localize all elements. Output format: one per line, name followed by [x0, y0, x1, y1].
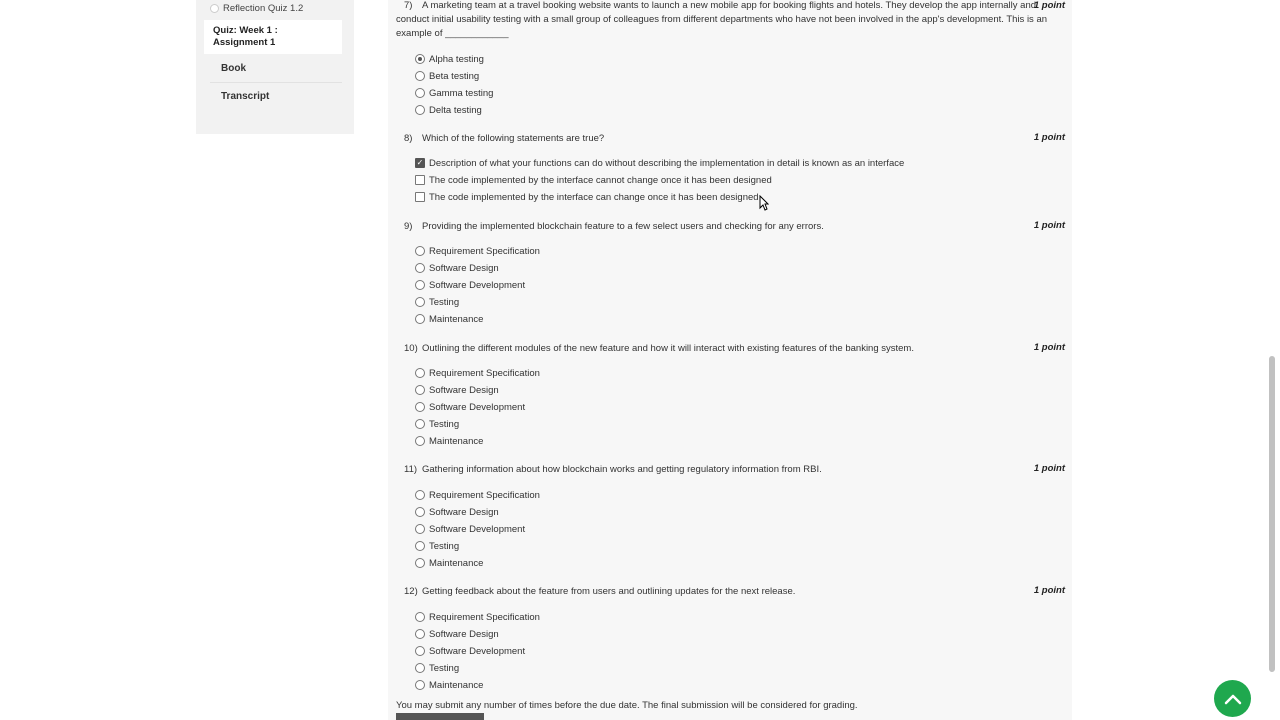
- radio-button[interactable]: [415, 541, 425, 551]
- checkbox[interactable]: ✓: [416, 158, 424, 167]
- radio-button[interactable]: [415, 629, 425, 639]
- option-software-development[interactable]: Software Development: [415, 278, 525, 292]
- question-number: 9): [404, 221, 413, 232]
- question-12-text: 12) Getting feedback about the feature from users and outlining updates for the next release.: [404, 586, 796, 597]
- option-requirement-specification[interactable]: Requirement Specification: [415, 610, 540, 624]
- question-11-points: 1 point: [1033, 463, 1065, 474]
- chevron-up-icon: [1224, 693, 1242, 705]
- question-8-text: 8) Which of the following statements are true?: [404, 133, 605, 144]
- radio-button[interactable]: [415, 419, 425, 429]
- radio-button[interactable]: [415, 524, 425, 534]
- question-number: 7): [404, 0, 413, 11]
- option-gamma-testing[interactable]: Gamma testing: [415, 86, 493, 100]
- question-7-text: 7) A marketing team at a travel booking website wants to launch a new mobile app for booking flights and hotels. They develop the app internally and conduct initial usability testing with a small group of colleagues from different departments who have not been involved in the app's development. This is an example of ____________: [396, 0, 1048, 39]
- radio-button[interactable]: [415, 680, 425, 690]
- option-software-development[interactable]: Software Development: [415, 644, 525, 658]
- option-software-design[interactable]: Software Design: [415, 505, 499, 519]
- sidebar-item-transcript[interactable]: Transcript: [221, 91, 270, 102]
- radio-button[interactable]: [415, 402, 425, 412]
- checkbox[interactable]: [415, 175, 425, 185]
- scrollbar-thumb[interactable]: [1269, 356, 1275, 672]
- option-requirement-specification[interactable]: Requirement Specification: [415, 488, 540, 502]
- question-9-points: 1 point: [1033, 220, 1065, 231]
- back-to-top-button[interactable]: [1214, 680, 1251, 717]
- radio-button[interactable]: [415, 280, 425, 290]
- option-software-design[interactable]: Software Design: [415, 383, 499, 397]
- radio-button[interactable]: [415, 105, 425, 115]
- radio-button[interactable]: [415, 490, 425, 500]
- page-scrollbar[interactable]: [1266, 0, 1278, 720]
- option-testing[interactable]: Testing: [415, 539, 459, 553]
- option-code-can-change[interactable]: The code implemented by the interface can change once it has been designed: [415, 190, 759, 204]
- question-8-points: 1 point: [1033, 132, 1065, 143]
- option-maintenance[interactable]: Maintenance: [415, 312, 483, 326]
- option-testing[interactable]: Testing: [415, 417, 459, 431]
- sidebar-item-quiz-week1[interactable]: Quiz: Week 1 : Assignment 1: [213, 25, 278, 48]
- option-beta-testing[interactable]: Beta testing: [415, 69, 479, 83]
- radio-button[interactable]: [415, 385, 425, 395]
- radio-button[interactable]: [415, 246, 425, 256]
- status-circle-icon: [210, 4, 219, 13]
- radio-button[interactable]: [415, 88, 425, 98]
- radio-button[interactable]: [415, 663, 425, 673]
- submit-button[interactable]: [396, 713, 484, 720]
- question-number: 10): [404, 343, 418, 354]
- option-maintenance[interactable]: Maintenance: [415, 434, 483, 448]
- option-code-cannot-change[interactable]: The code implemented by the interface cannot change once it has been designed: [415, 173, 772, 187]
- question-number: 8): [404, 133, 413, 144]
- sidebar-item-reflection-quiz[interactable]: [210, 3, 303, 14]
- option-alpha-testing[interactable]: Alpha testing: [415, 52, 484, 66]
- option-testing[interactable]: Testing: [415, 295, 459, 309]
- sidebar-divider: [210, 82, 342, 83]
- option-interface-definition[interactable]: ✓ Description of what your functions can do without describing the implementation in detail is known as an interface: [416, 157, 905, 169]
- option-requirement-specification[interactable]: Requirement Specification: [415, 244, 540, 258]
- radio-button[interactable]: [415, 263, 425, 273]
- option-maintenance[interactable]: Maintenance: [415, 556, 483, 570]
- course-sidebar: [196, 0, 354, 134]
- question-number: 11): [404, 464, 418, 475]
- radio-button[interactable]: [415, 646, 425, 656]
- option-testing[interactable]: Testing: [415, 661, 459, 675]
- option-requirement-specification[interactable]: Requirement Specification: [415, 366, 540, 380]
- radio-button[interactable]: [415, 54, 425, 64]
- option-software-design[interactable]: Software Design: [415, 261, 499, 275]
- question-9-text: 9) Providing the implemented blockchain feature to a few select users and checking for any errors.: [404, 221, 824, 232]
- radio-button[interactable]: [415, 71, 425, 81]
- option-software-design[interactable]: Software Design: [415, 627, 499, 641]
- submission-note: You may submit any number of times before the due date. The final submission will be considered for grading.: [396, 700, 858, 711]
- question-7-points: 1 point: [1033, 0, 1065, 11]
- sidebar-item-book[interactable]: Book: [221, 63, 246, 74]
- option-maintenance[interactable]: Maintenance: [415, 678, 483, 692]
- sidebar-item-label: Reflection Quiz 1.2: [223, 3, 304, 14]
- radio-button[interactable]: [415, 507, 425, 517]
- radio-button[interactable]: [415, 297, 425, 307]
- checkbox[interactable]: [415, 192, 425, 202]
- radio-button[interactable]: [415, 558, 425, 568]
- question-12-points: 1 point: [1033, 585, 1065, 596]
- mouse-cursor-icon: [759, 195, 769, 211]
- radio-button[interactable]: [415, 368, 425, 378]
- question-number: 12): [404, 586, 418, 597]
- radio-button[interactable]: [415, 612, 425, 622]
- question-11-text: 11) Gathering information about how blockchain works and getting regulatory information from RBI.: [404, 464, 822, 475]
- question-10-text: 10) Outlining the different modules of the new feature and how it will interact with existing features of the banking system.: [404, 343, 914, 354]
- option-delta-testing[interactable]: Delta testing: [415, 103, 482, 117]
- option-software-development[interactable]: Software Development: [415, 400, 525, 414]
- radio-button[interactable]: [415, 314, 425, 324]
- radio-button[interactable]: [415, 436, 425, 446]
- quiz-panel: [388, 0, 1072, 720]
- question-10-points: 1 point: [1033, 342, 1065, 353]
- option-software-development[interactable]: Software Development: [415, 522, 525, 536]
